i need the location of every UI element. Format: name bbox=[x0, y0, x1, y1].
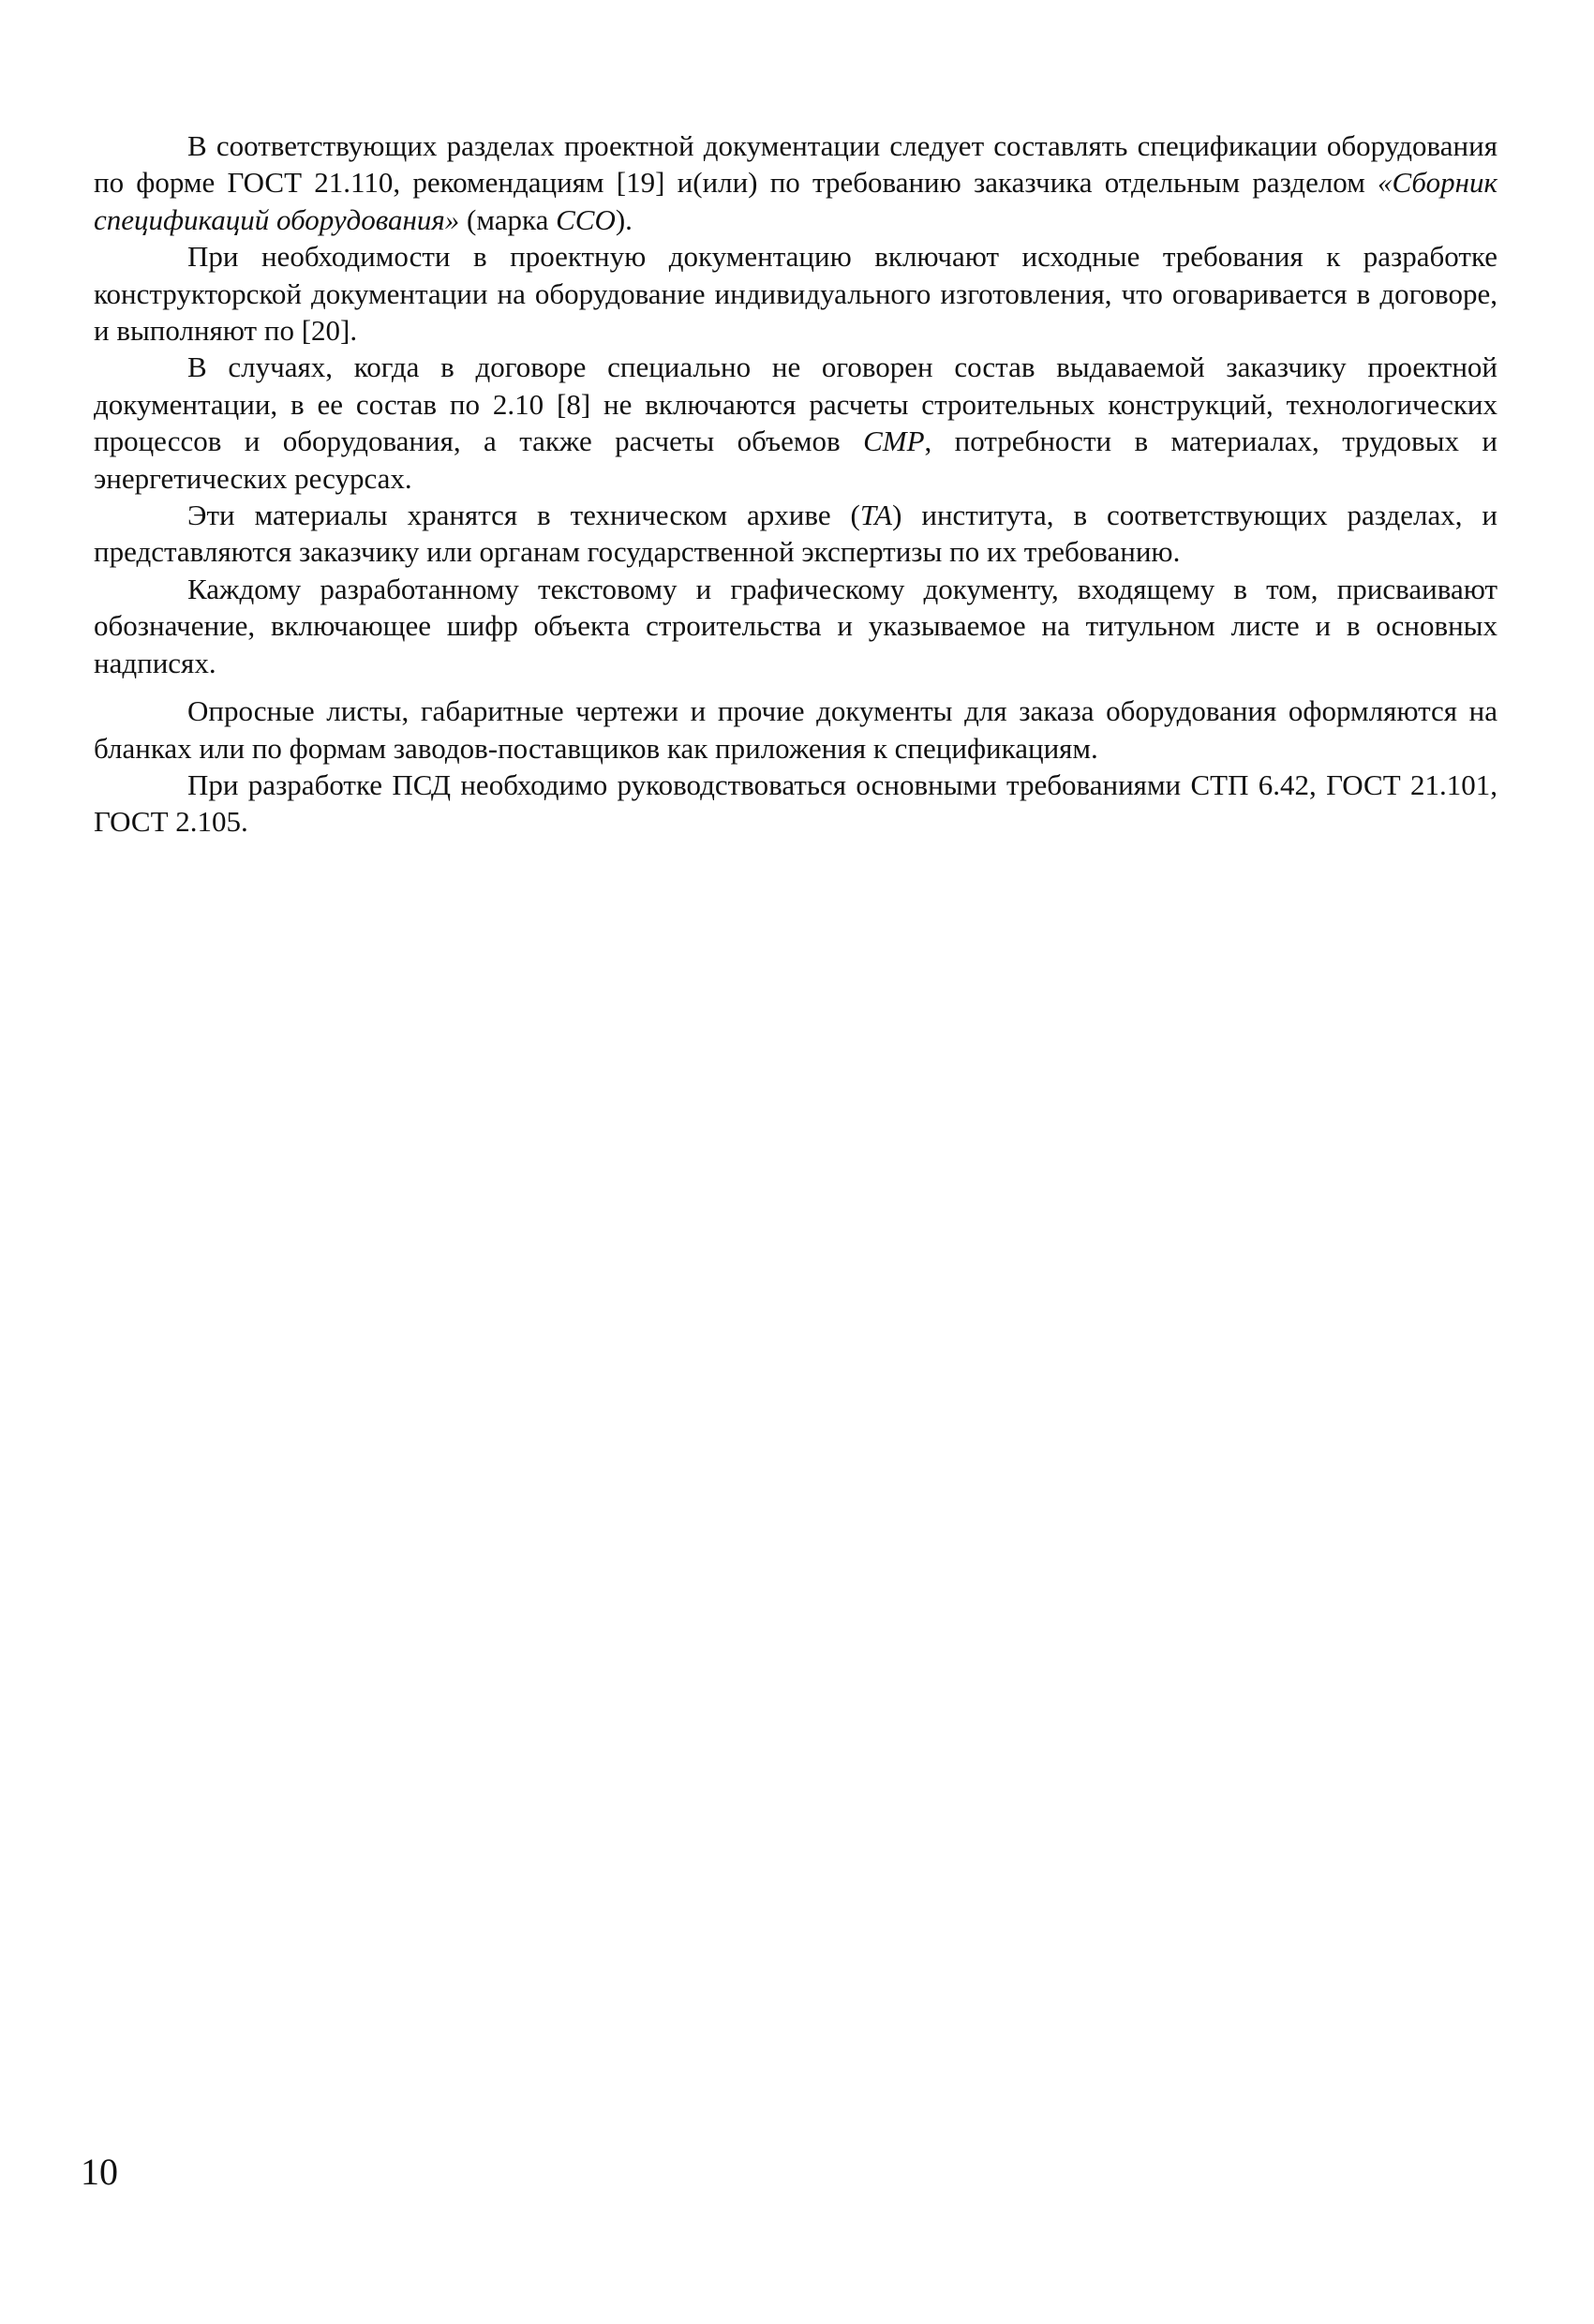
paragraph-psd-requirements: При разработке ПСД необходимо руководствоваться основными требованиями СТП 6.42, ГОСТ 21.101, ГОСТ 2.105. bbox=[94, 767, 1497, 839]
ta-abbreviation-italic: ТА bbox=[859, 499, 893, 532]
paragraph-document-designation: Каждому разработанному текстовому и графическому документу, входящему в том, присваивают обозначение, включающее шифр объекта строительства и указываемое на титульном листе и в основных надписях. bbox=[94, 572, 1497, 679]
smr-abbreviation-italic: СМР bbox=[863, 425, 925, 458]
paragraph-text: (марка bbox=[459, 202, 557, 236]
collection-title-italic: «Сборник спецификаций оборудования» bbox=[94, 166, 1497, 236]
paragraph-technical-archive bbox=[94, 497, 1497, 571]
page-number: 10 bbox=[81, 2151, 118, 2193]
paragraph-text: , потребности в материалах, трудовых и энергетических ресурсах. bbox=[94, 425, 1497, 495]
paragraph-text: Эти материалы хранятся в техническом архиве ( bbox=[187, 499, 860, 532]
paragraph-text: В случаях, когда в договоре специально не оговорен состав выдаваемой заказчику проектной документации, в ее состав по 2.10 [8] не включаются расчеты строительных конструкций, технологических процессов и оборудования, а также расчеты объемов bbox=[94, 350, 1497, 458]
paragraph-equipment-specifications bbox=[94, 127, 1497, 238]
paragraph-questionnaires: Опросные листы, габаритные чертежи и прочие документы для заказа оборудования оформляются на бланках или по формам заводов-поставщиков как приложения к спецификациям. bbox=[94, 694, 1497, 765]
paragraph-calculations-excluded bbox=[94, 349, 1497, 497]
paragraph-initial-requirements: При необходимости в проектную документацию включают исходные требования к разработке конструкторской документации на оборудование индивидуального изготовления, что оговаривается в договоре, и выполняют по [20]. bbox=[94, 240, 1497, 348]
body-text bbox=[94, 127, 1497, 841]
paragraph-text: ). bbox=[615, 202, 633, 236]
paragraph-text: В соответствующих разделах проектной документации следует составлять спецификации оборудования по форме ГОСТ 21.110, рекомендациям [19] и(или) по требованию заказчика отдельным разделом bbox=[94, 129, 1497, 200]
paragraph-text: ) института, в соответствующих разделах, и представляются заказчику или органам государственной экспертизы по их требованию. bbox=[94, 499, 1497, 569]
mark-code-italic: ССО bbox=[556, 202, 616, 236]
